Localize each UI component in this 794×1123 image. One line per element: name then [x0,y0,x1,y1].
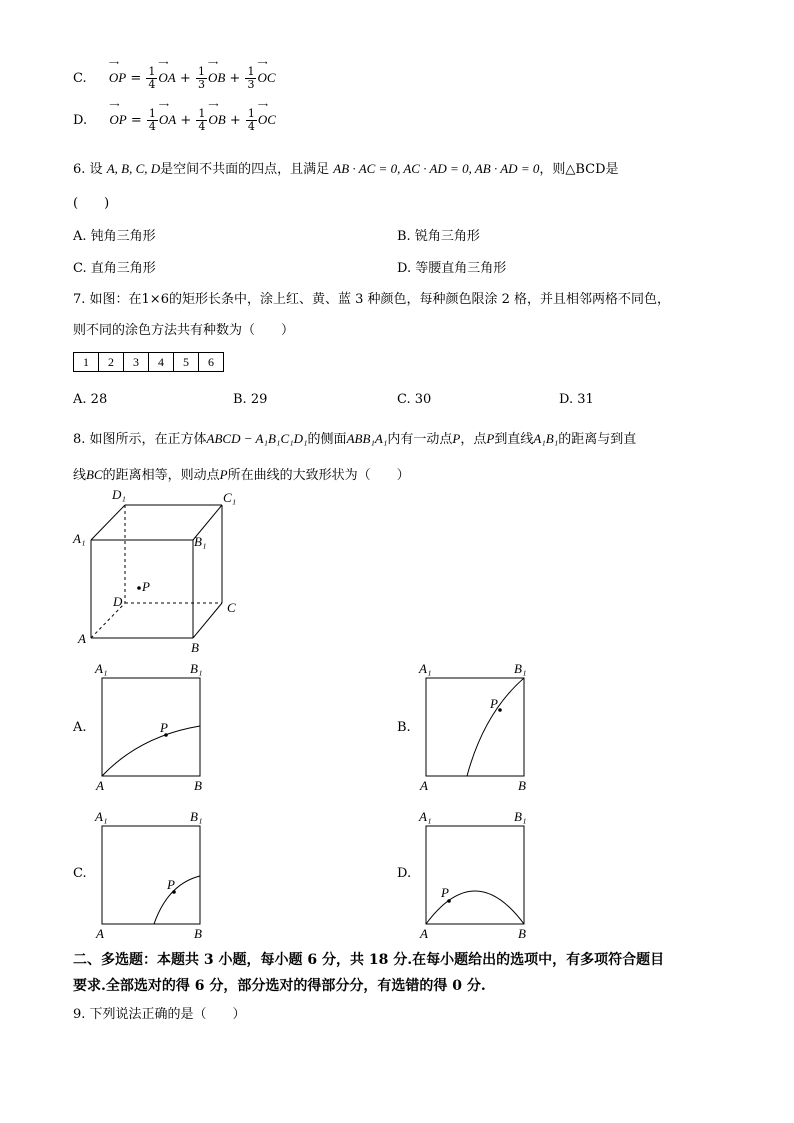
vector-arrow-icon: ⟶ [207,59,217,67]
vector-arrow-icon: ⟶ [257,59,267,67]
q8-option-c-figure [90,806,215,941]
option-text: 直角三角形 [90,261,156,276]
locus-curve [154,876,200,924]
vector-arrow-icon: ⟶ [257,101,267,109]
text: 到直线 [494,432,534,447]
label-d: D [113,594,123,609]
q8-stem-line1 [73,428,636,447]
point-p-dot [498,708,502,712]
option-text: 钝角三角形 [90,229,156,244]
section2-heading-line2: 要求.全部选对的得 6 分，部分选对的得部分分，有选错的得 0 分. [73,978,486,994]
vector-oc: OC ⟶ [257,101,276,127]
grid-cell: 1 [74,353,99,371]
label-b: B [194,926,202,941]
q6-option-d [397,257,506,276]
strip-grid [73,352,224,372]
cube-figure [70,485,250,655]
frac-den: 4 [148,78,156,91]
label-a: A [420,926,428,941]
option-text: 等腰直角三角形 [415,261,507,276]
label-p: P [441,885,449,900]
grid-cell: 6 [208,355,214,369]
option-label: B. [233,392,247,407]
line-name: A₁B₁ [533,431,559,446]
q6-points: A, B, C, D [106,161,161,176]
label-a1: A₁ [419,809,432,824]
label-b1: B₁ [190,809,203,824]
q8-option-b-label: B. [397,720,411,735]
label-b1: B₁ [514,661,527,676]
vector-oa: OA ⟶ [158,59,176,85]
grid-cell: 4 [149,353,174,371]
frac-num: 1 [148,65,156,78]
vector-ob: OB ⟶ [207,59,226,85]
q8-option-b-figure [414,658,539,793]
frac-den: 3 [197,78,205,91]
label-a1: A₁ [95,661,108,676]
edge [91,505,125,540]
point-p: P [219,467,228,482]
q6-option-c [73,257,156,276]
label-b: B [191,640,199,655]
q8-option-d-figure [414,806,539,941]
label-p: P [167,877,175,892]
option-label: B. [397,229,411,244]
q6-paren: ( ) [73,196,110,211]
label-a: A [78,631,86,646]
text: 的距离相等，则动点 [102,468,220,483]
q7-option-c [397,392,431,407]
q5-option-d: D. OP ⟶ = $\frac{1}{4}$ OA ⟶ + $\frac{1}{4}$ OB ⟶ + $\frac{1}{4}$ OC ⟶ [73,101,276,133]
vector-arrow-icon: ⟶ [109,101,119,109]
text: 所在曲线的大致形状为（ ） [227,468,410,483]
q6-mid: 是空间不共面的四点，且满足 [160,162,330,177]
label-d1: D₁ [112,487,126,502]
frac-num: 1 [247,107,255,120]
frac-num: 1 [148,107,156,120]
grid-cell: 5 [174,353,199,371]
line-name: BC [86,467,103,482]
text: ，点 [460,432,487,447]
cube-name: ABCD − A₁B₁C₁D₁ [206,431,308,446]
face-square [426,826,524,924]
text: 的侧面 [307,432,347,447]
label-a1: A₁ [95,809,108,824]
q8-stem-line2 [73,464,410,483]
label-a1: A₁ [73,531,86,546]
face-square [102,678,200,776]
option-label: D. [73,113,88,128]
option-text: 29 [250,392,268,407]
vector-arrow-icon: ⟶ [108,59,118,67]
locus-curve [467,678,524,776]
frac-num: 1 [198,107,206,120]
option-text: 31 [577,392,594,407]
face-name: ABB₁A₁ [346,431,388,446]
q6-stem [73,158,619,177]
frac-num: 1 [247,65,255,78]
label-b: B [518,926,526,941]
option-label: C. [73,71,87,86]
q8-option-c-label: C. [73,866,87,881]
section2-heading-line1: 二、多选题：本题共 3 小题，每小题 6 分，共 18 分.在每小题给出的选项中，有多项符合题目 [73,952,665,968]
frac-den: 4 [148,120,156,133]
q6-option-b [397,225,480,244]
label-p: P [160,720,168,735]
option-label: C. [397,392,411,407]
vector-ob: OB ⟶ [208,101,226,127]
q7-option-b [233,392,267,407]
label-a: A [96,926,104,941]
q7-stem-line2: 则不同的涂色方法共有种数为（ ） [73,323,295,338]
option-label: C. [73,261,87,276]
edge [193,603,222,638]
q7-option-a [73,392,107,407]
option-label: A. [73,229,87,244]
label-a1: A₁ [419,661,432,676]
q7-option-d [559,392,594,407]
q6-option-a [73,225,156,244]
label-p: P [490,696,498,711]
q8-option-a-label: A. [73,720,87,735]
option-label: D. [559,392,574,407]
option-text: 30 [414,392,432,407]
q6-suffix: ，则△BCD是 [539,162,619,177]
label-b: B [194,778,202,793]
q8-option-a-figure [90,658,215,793]
q5-option-c: C. OP ⟶ = $\frac{1}{4}$ OA ⟶ + $\frac{1}{3}$ OB ⟶ + $\frac{1}{3}$ OC ⟶ [73,59,276,91]
vector-arrow-icon: ⟶ [158,59,168,67]
text: 线 [73,468,87,483]
frac-den: 4 [198,120,206,133]
label-a: A [96,778,104,793]
label-a: A [420,778,428,793]
vector-oc: OC ⟶ [257,59,276,85]
label-b1: B₁ [514,809,527,824]
vector-op: OP ⟶ [109,101,127,127]
label-b: B [518,778,526,793]
label-b1: B₁ [194,534,207,549]
face-square [102,826,200,924]
point-p-dot [137,586,141,590]
option-text: 28 [90,392,108,407]
q6-condition: AB · AC = 0, AC · AD = 0, AB · AD = 0 [333,161,540,176]
label-c: C [227,600,236,615]
option-text: 锐角三角形 [414,229,480,244]
text: 内有一动点 [387,432,453,447]
q8-option-d-label: D. [397,866,412,881]
q6-prefix: 6. 设 [73,162,103,177]
frac-den: 4 [247,120,255,133]
label-b1: B₁ [190,661,203,676]
option-label: D. [397,261,412,276]
grid-cell: 2 [99,353,124,371]
point-p: P [452,431,461,446]
label-c1: C₁ [223,490,237,505]
frac-num: 1 [197,65,205,78]
text: 的距离与到直 [558,432,637,447]
grid-cell: 3 [124,353,149,371]
frac-den: 3 [247,78,255,91]
option-label: A. [73,392,87,407]
vector-arrow-icon: ⟶ [208,101,218,109]
q7-stem-line1: 7. 如图：在1×6的矩形长条中，涂上红、黄、蓝 3 种颜色，每种颜色限涂 2 格，并且相邻两格不同色， [73,292,671,307]
locus-curve [102,726,200,776]
vector-op: OP ⟶ [108,59,127,85]
vector-arrow-icon: ⟶ [158,101,168,109]
vector-oa: OA ⟶ [158,101,177,127]
q9-stem: 9. 下列说法正确的是（ ） [73,1007,246,1022]
text: 8. 如图所示，在正方体 [73,432,207,447]
point-p: P [486,431,495,446]
label-p: P [142,579,150,594]
